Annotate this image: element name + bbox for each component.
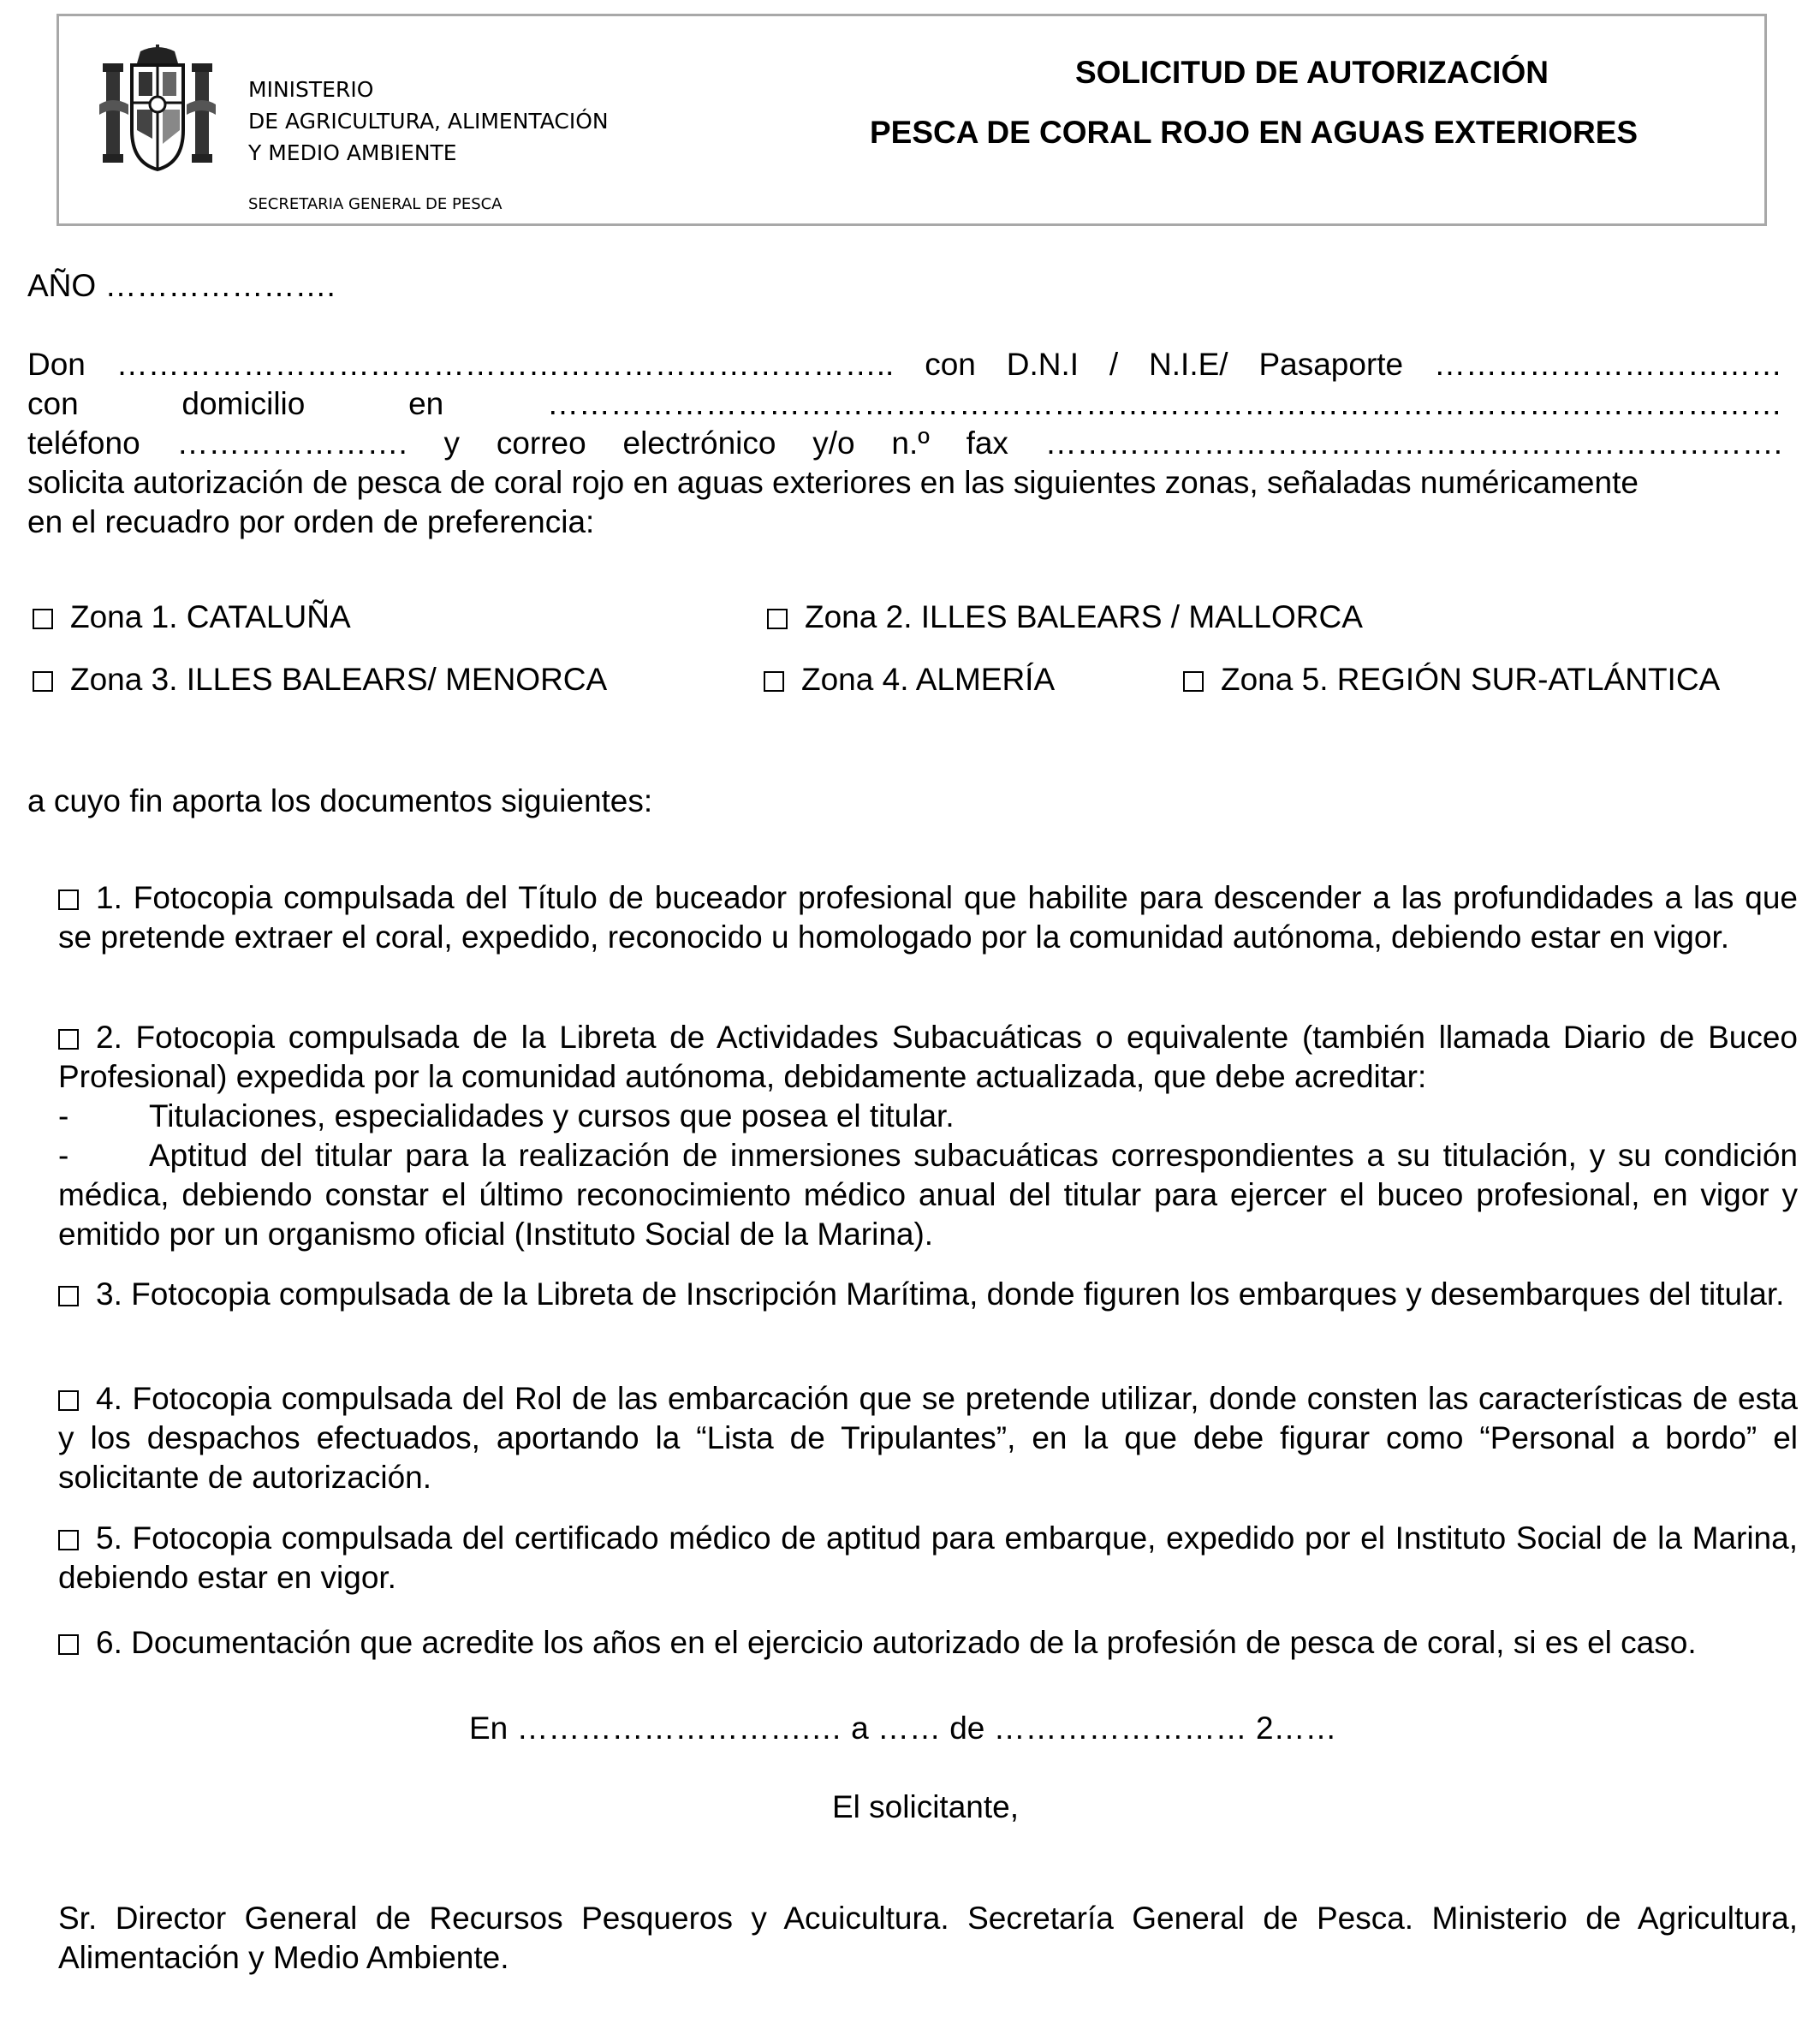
subitem-text: Aptitud del titular para la realización de inmersiones subacuáticas correspondientes a su titulación, y su condición médica, debiendo constar el último reconocimiento médico anual del titular para ejercer el buceo profesional, en vigor y emitido por un organismo oficial (Instituto Social de la Marina). <box>58 1138 1798 1252</box>
zone-option-4[interactable] <box>764 660 1055 699</box>
ministry-line-1: MINISTERIO <box>248 77 374 102</box>
checkbox-icon[interactable] <box>33 671 53 692</box>
request-text-line-2: en el recuadro por orden de preferencia: <box>27 504 595 539</box>
zone-option-1[interactable] <box>33 598 351 637</box>
subitem-text: Titulaciones, especialidades y cursos que posea el titular. <box>149 1098 955 1133</box>
document-text: 6. Documentación que acredite los años en el ejercicio autorizado de la profesión de pesca de coral, si es el caso. <box>96 1625 1697 1660</box>
checkbox-icon[interactable] <box>58 1390 79 1411</box>
document-item-6[interactable] <box>58 1623 1798 1663</box>
year-field[interactable]: AÑO …………………. <box>27 268 336 303</box>
zone-label: Zona 5. REGIÓN SUR-ATLÁNTICA <box>1221 662 1721 697</box>
document-item-3[interactable] <box>58 1275 1798 1314</box>
document-text: 3. Fotocopia compulsada de la Libreta de Inscripción Marítima, donde figuren los embarques y desembarques del titular. <box>96 1276 1785 1312</box>
document-item-1[interactable] <box>58 878 1798 957</box>
document-item-2[interactable] <box>58 1018 1798 1254</box>
document-subitem-2 <box>58 1136 1798 1254</box>
document-text: 4. Fotocopia compulsada del Rol de las embarcación que se pretende utilizar, donde consten las características de esta y los despachos efectuados, aportando la “Lista de Tripulantes”, en la que debe figurar como “Personal a bordo” el solicitante de autorización. <box>58 1381 1798 1495</box>
zone-option-3[interactable] <box>33 660 607 699</box>
dash-bullet: - <box>58 1138 69 1173</box>
dash-bullet: - <box>58 1098 69 1133</box>
place-date-field[interactable]: En ……………………….… a …… de …………………… 2…… <box>469 1711 1337 1746</box>
zone-option-2[interactable] <box>767 598 1363 637</box>
ministry-name <box>248 74 609 169</box>
checkbox-icon[interactable] <box>58 1530 79 1550</box>
zone-option-5[interactable] <box>1183 660 1720 699</box>
phone-email-field[interactable]: teléfono …………………. y correo electrónico y/o n.º fax ……………………………………………………………. <box>27 425 1782 461</box>
form-title-line-2: PESCA DE CORAL ROJO EN AGUAS EXTERIORES <box>870 115 1639 150</box>
checkbox-icon[interactable] <box>764 671 784 692</box>
address-field[interactable]: con domicilio en ……………………………………………………………………………………………………… <box>27 386 1782 421</box>
document-text: 1. Fotocopia compulsada del Título de buceador profesional que habilite para descender a las profundidades a las que se pretende extraer el coral, expedido, reconocido u homologado por la comunidad autónoma, debiendo estar en vigor. <box>58 880 1798 955</box>
ministry-line-2: DE AGRICULTURA, ALIMENTACIÓN <box>248 109 609 134</box>
checkbox-icon[interactable] <box>58 890 79 910</box>
ministry-line-3: Y MEDIO AMBIENTE <box>248 140 457 165</box>
secretaria-label: SECRETARIA GENERAL DE PESCA <box>248 195 503 213</box>
document-item-5[interactable] <box>58 1519 1798 1598</box>
checkbox-icon[interactable] <box>58 1634 79 1655</box>
zone-label: Zona 1. CATALUÑA <box>70 599 351 634</box>
document-item-4[interactable] <box>58 1379 1798 1497</box>
zone-label: Zona 2. ILLES BALEARS / MALLORCA <box>805 599 1363 634</box>
document-subitem-1 <box>58 1097 1798 1136</box>
checkbox-icon[interactable] <box>767 609 788 629</box>
addressee: Sr. Director General de Recursos Pesqueros y Acuicultura. Secretaría General de Pesca. Ministerio de Agricultura, Alimentación y Medio Ambiente. <box>58 1901 1798 1975</box>
document-text: 2. Fotocopia compulsada de la Libreta de Actividades Subacuáticas o equivalente (también llamada Diario de Buceo Profesional) expedida por la comunidad autónoma, debidamente actualizada, que debe acreditar: <box>58 1020 1798 1094</box>
request-text-line-1: solicita autorización de pesca de coral rojo en aguas exteriores en las siguientes zonas, señaladas numéricamente <box>27 465 1639 500</box>
checkbox-icon[interactable] <box>1183 671 1204 692</box>
checkbox-icon[interactable] <box>58 1286 79 1306</box>
form-title-line-1: SOLICITUD DE AUTORIZACIÓN <box>1075 55 1549 90</box>
checkbox-icon[interactable] <box>33 609 53 629</box>
zone-label: Zona 4. ALMERÍA <box>801 662 1056 697</box>
name-id-field[interactable]: Don ……………………………………………………………….. con D.N.I / N.I.E/ Pasaporte …………………………… <box>27 347 1782 382</box>
zone-label: Zona 3. ILLES BALEARS/ MENORCA <box>70 662 608 697</box>
applicant-signature-label: El solicitante, <box>832 1789 1019 1824</box>
document-text: 5. Fotocopia compulsada del certificado médico de aptitud para embarque, expedido por el Instituto Social de la Marina, debiendo estar en vigor. <box>58 1520 1798 1595</box>
coat-of-arms-icon <box>99 45 216 173</box>
checkbox-icon[interactable] <box>58 1029 79 1050</box>
documents-intro: a cuyo fin aporta los documentos siguientes: <box>27 783 653 818</box>
